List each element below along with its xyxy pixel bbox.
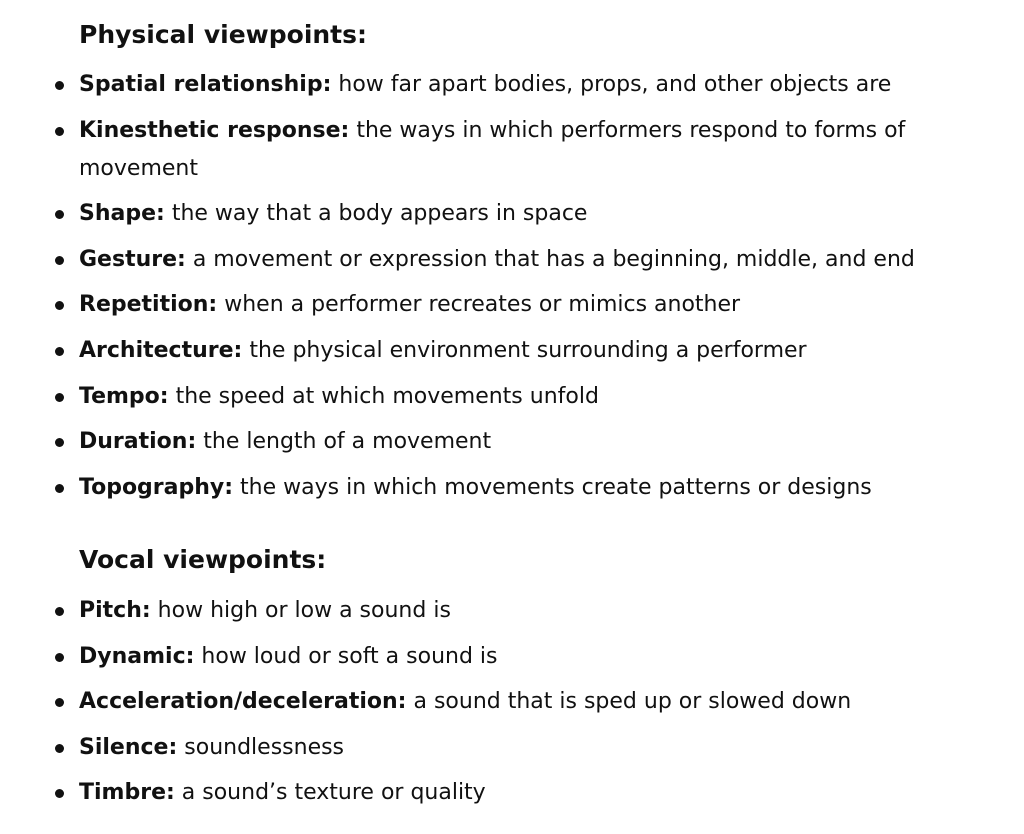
term-label: Dynamic: [79, 643, 195, 669]
definition-text: a movement or expression that has a beginning, middle, and end [185, 246, 915, 272]
term-label: Kinesthetic response: [79, 117, 350, 143]
definition-text: how loud or soft a sound is [194, 643, 498, 669]
bullet-icon [55, 127, 64, 136]
definition-text: soundlessness [177, 734, 345, 760]
definition-text: how high or low a sound is [150, 598, 451, 623]
bullet-icon [55, 210, 64, 219]
bullet-icon [55, 347, 64, 356]
term-label: Timbre: [79, 780, 175, 806]
list-item [0, 286, 1024, 324]
bullet-icon [55, 393, 64, 402]
definition-text: the way that a body appears in space [164, 201, 588, 227]
list-item [0, 469, 1024, 507]
list-item [0, 774, 1024, 812]
physical-viewpoints-heading: Physical viewpoints: [79, 20, 368, 49]
list-item [0, 195, 1024, 233]
bullet-icon [55, 256, 64, 265]
term-label: Architecture: [79, 337, 243, 363]
definition-text: the speed at which movements unfold [168, 383, 599, 409]
definition-text: a sound that is sped up or slowed down [406, 689, 852, 715]
vocal-viewpoints-heading: Vocal viewpoints: [79, 545, 327, 574]
list-item [0, 241, 1024, 279]
definition-text: the physical environment surrounding a performer [242, 337, 807, 363]
definition-text: the length of a movement [196, 429, 492, 455]
term-label: Shape: [79, 201, 165, 227]
list-item [0, 66, 1024, 104]
term-label: Topography: [79, 474, 234, 500]
definition-text: when a performer recreates or mimics another [217, 292, 741, 318]
bullet-icon [55, 607, 64, 616]
bullet-icon [55, 484, 64, 493]
list-item [0, 729, 1024, 767]
term-label: Repetition: [79, 292, 218, 318]
term-label: Pitch: [79, 598, 151, 623]
bullet-icon [55, 438, 64, 447]
definition-text: the ways in which movements create patterns or designs [233, 474, 872, 500]
list-item [0, 638, 1024, 676]
list-item [0, 332, 1024, 370]
bullet-icon [55, 744, 64, 753]
vocal-viewpoints-list [0, 592, 1024, 820]
bullet-icon [55, 653, 64, 662]
bullet-icon [55, 789, 64, 798]
list-item [0, 423, 1024, 461]
list-item [0, 592, 1024, 630]
bullet-icon [55, 698, 64, 707]
term-label: Tempo: [79, 383, 169, 409]
physical-viewpoints-list [0, 66, 1024, 514]
bullet-icon [55, 81, 64, 90]
definition-text: how far apart bodies, props, and other objects are [331, 72, 892, 97]
definition-text: a sound’s texture or quality [174, 780, 486, 806]
term-label: Spatial relationship: [79, 72, 332, 97]
term-label: Acceleration/deceleration: [79, 689, 407, 715]
definition-text: the ways in which performers respond to forms of movement [79, 117, 906, 181]
term-label: Silence: [79, 734, 178, 760]
term-label: Gesture: [79, 246, 186, 272]
list-item [0, 112, 1024, 188]
list-item [0, 683, 1024, 721]
term-label: Duration: [79, 429, 197, 455]
bullet-icon [55, 301, 64, 310]
list-item [0, 378, 1024, 416]
